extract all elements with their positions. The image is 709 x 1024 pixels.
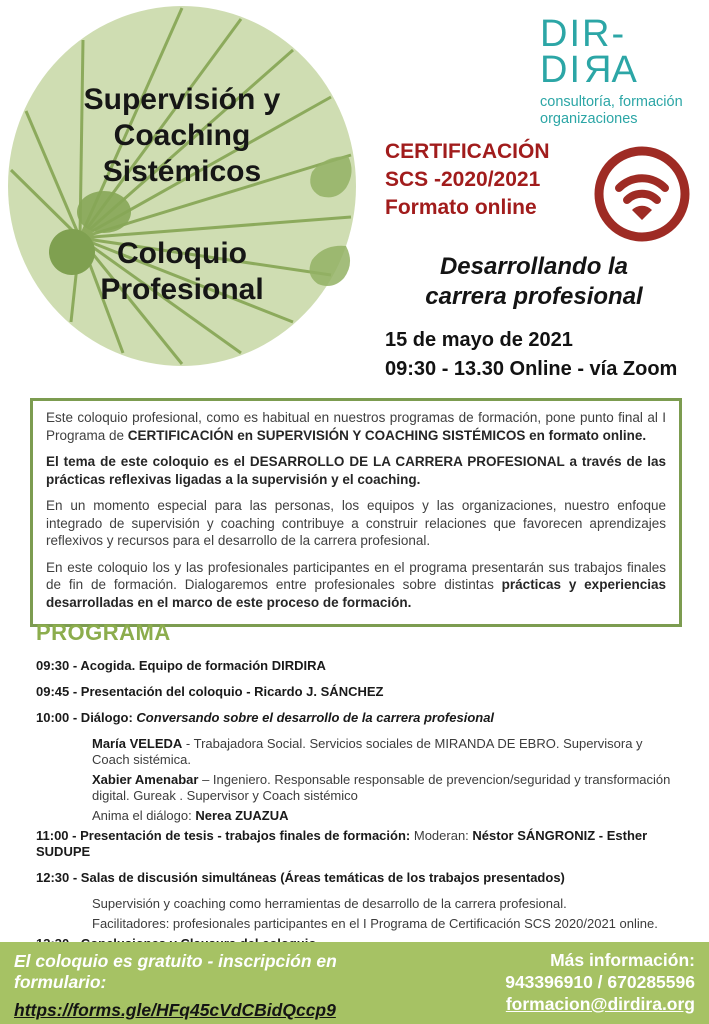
- logo-word-line1: DIR-: [540, 13, 627, 55]
- certification-line1: CERTIFICACIÓN: [385, 140, 550, 163]
- certification-block: [385, 138, 550, 222]
- contact-block: [505, 949, 695, 1015]
- program-item-0945: 09:45 - Presentación del coloquio - Ricardo J. SÁNCHEZ: [36, 684, 384, 699]
- facilitator-name: Nerea ZUAZUA: [195, 808, 289, 823]
- registration-block: [14, 951, 374, 1021]
- logo-tagline-line2: organizaciones: [540, 111, 638, 127]
- logo-word-line2-pre: DI: [540, 49, 582, 91]
- program-item-1100: [36, 828, 680, 860]
- program-item-1230-sub2: Facilitadores: profesionales participantes en el I Programa de Certificación SCS 2020/2021 online.: [92, 916, 658, 931]
- event-title: [8, 82, 356, 190]
- logo-word-line2-post: A: [611, 49, 639, 91]
- speaker1-role: - Trabajadora Social. Servicios sociales de MIRANDA DE EBRO. Supervisora y Coach sistémica.: [92, 736, 643, 767]
- program-heading: PROGRAMA: [36, 620, 171, 645]
- logo-word-line2: [540, 49, 683, 91]
- program-item-1100-title: 11:00 - Presentación de tesis - trabajos finales de formación:: [36, 828, 411, 843]
- event-title-line3: Sistémicos: [102, 155, 262, 188]
- program-facilitator: [36, 808, 680, 824]
- program-item-1100-names: Néstor SÁNGRONIZ - Esther SUDUPE: [36, 828, 648, 859]
- page-subtitle: [372, 252, 696, 312]
- speaker2-role: – Ingeniero. Responsable responsable de prevencion/seguridad y transformación digital. Gureak . Supervisor y Coach sistémico: [92, 772, 671, 803]
- event-date: 15 de mayo de 2021: [385, 329, 573, 351]
- event-time: 09:30 - 13.30 Online - vía Zoom: [385, 358, 678, 380]
- description-box: [30, 398, 682, 627]
- description-paragraph-4: [46, 559, 666, 612]
- program-speaker-2: [36, 772, 680, 804]
- page-subtitle-line2: carrera profesional: [425, 283, 643, 310]
- event-subtitle-line2: Profesional: [100, 273, 264, 306]
- logo-reversed-r: R: [582, 49, 612, 91]
- speaker2-name: Xabier Amenabar: [92, 772, 199, 787]
- certification-line3: Formato online: [385, 196, 537, 219]
- p2-bold: El tema de este coloquio es el DESARROLLO DE LA CARRERA PROFESIONAL a través de las prácticas reflexivas ligadas a la supervisión y el coaching.: [46, 454, 666, 487]
- program-list: [36, 658, 680, 962]
- program-item-0930: 09:30 - Acogida. Equipo de formación DIRDIRA: [36, 658, 326, 673]
- more-info-label: Más información:: [550, 950, 695, 970]
- description-paragraph-3: En un momento especial para las personas, los equipos y las organizaciones, nuestro enfoque integrado de supervisión y coaching contribuye a construir relaciones que favorecen aprendizajes reflexivos y recursos para el desarrollo de la carrera profesional.: [46, 498, 666, 548]
- program-item-1230: 12:30 - Salas de discusión simultáneas (Áreas temáticas de los trabajos presentados): [36, 870, 565, 885]
- program-item-1000-topic: Conversando sobre el desarrollo de la carrera profesional: [136, 710, 495, 725]
- program-item-1000: [36, 710, 680, 726]
- email-link[interactable]: formacion@dirdira.org: [505, 994, 695, 1014]
- program-item-1100-moderan: Moderan:: [410, 828, 473, 843]
- program-item-1000-prefix: 10:00 - Diálogo:: [36, 710, 137, 725]
- logo-tagline: [540, 94, 683, 128]
- wifi-online-icon: [592, 144, 692, 244]
- page-subtitle-line1: Desarrollando la: [439, 253, 629, 280]
- event-title-line1: Supervisión y: [83, 83, 281, 116]
- phone-numbers: 943396910 / 670285596: [505, 972, 695, 992]
- event-datetime: [385, 326, 677, 384]
- dirdira-logo: [540, 13, 683, 128]
- registration-text: El coloquio es gratuito - inscripción en formulario:: [14, 951, 337, 992]
- speaker1-name: María VELEDA: [92, 736, 183, 751]
- p1-bold: CERTIFICACIÓN en SUPERVISIÓN Y COACHING SISTÉMICOS en formato online.: [127, 427, 647, 443]
- p4-bold: prácticas y experiencias desarrolladas en el marco de este proceso de formación.: [46, 577, 666, 610]
- certification-line2: SCS -2020/2021: [385, 168, 541, 191]
- program-item-1230-sub1: Supervisión y coaching como herramientas de desarrollo de la carrera profesional.: [92, 896, 567, 911]
- umbrella-circle-graphic: [8, 6, 356, 366]
- program-speaker-1: [36, 736, 680, 768]
- registration-form-link[interactable]: https://forms.gle/HFq45cVdCBidQccp9: [14, 1000, 336, 1020]
- p4-normal: En este coloquio los y las profesionales participantes en el programa presentarán sus trabajos finales de fin de formación. Dialogaremos entre profesionales sobre distintas: [46, 559, 666, 592]
- description-paragraph-2: [46, 453, 666, 488]
- facilitator-label: Anima el diálogo:: [92, 808, 196, 823]
- event-subtitle-line1: Coloquio: [117, 237, 247, 270]
- event-title-line2: Coaching: [113, 119, 251, 152]
- p1-normal: Este coloquio profesional, como es habitual en nuestros programas de formación, pone punto final al I Programa de: [46, 410, 666, 443]
- event-subtitle-coloquio: [8, 236, 356, 308]
- description-paragraph-1: [46, 409, 666, 444]
- footer-band: [0, 942, 709, 1024]
- logo-tagline-line1: consultoría, formación: [540, 94, 683, 110]
